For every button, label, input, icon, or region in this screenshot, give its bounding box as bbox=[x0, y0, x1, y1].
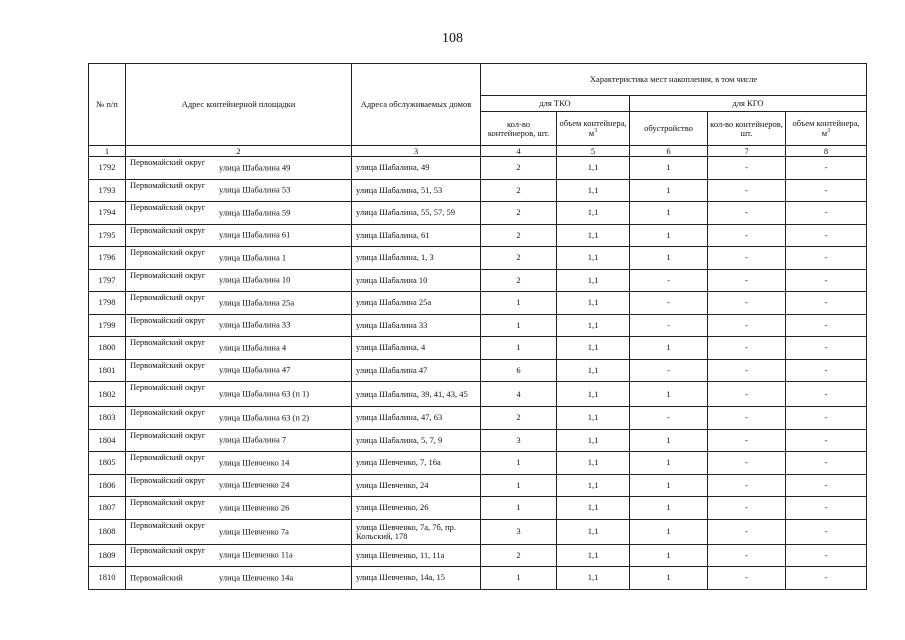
header-num: № п/п bbox=[89, 64, 126, 146]
row-number: 1803 bbox=[89, 407, 126, 430]
table-row bbox=[89, 337, 867, 360]
kgo-count: - bbox=[708, 247, 786, 270]
table-row bbox=[89, 407, 867, 430]
district-name: Первомайский округ bbox=[130, 407, 206, 417]
kgo-volume: - bbox=[786, 519, 867, 544]
kgo-count: - bbox=[708, 292, 786, 315]
street-address: улица Шабалина 33 bbox=[219, 319, 291, 330]
district-name: Первомайский округ bbox=[130, 157, 206, 167]
served-addresses: улица Шевченко, 7а, 7б, пр. Кольский, 178 bbox=[352, 519, 481, 544]
served-addresses: улица Шабалина, 5, 7, 9 bbox=[352, 429, 481, 452]
kgo-count: - bbox=[708, 202, 786, 225]
kgo-count: - bbox=[708, 337, 786, 360]
district-name: Первомайский bbox=[130, 572, 183, 583]
served-addresses: улица Шабалина 47 bbox=[352, 359, 481, 382]
kgo-count: - bbox=[708, 497, 786, 520]
table-row bbox=[89, 429, 867, 452]
district-name: Первомайский округ bbox=[130, 474, 206, 485]
served-addresses: улица Шабалина 10 bbox=[352, 269, 481, 292]
tko-count: 1 bbox=[481, 314, 557, 337]
site-address bbox=[126, 269, 352, 292]
kgo-count: - bbox=[708, 519, 786, 544]
header-kgo-count: кол-во контейнеров, шт. bbox=[708, 112, 786, 146]
site-address bbox=[126, 407, 352, 430]
site-address bbox=[126, 429, 352, 452]
kgo-volume: - bbox=[786, 224, 867, 247]
table-row bbox=[89, 452, 867, 475]
row-number: 1809 bbox=[89, 544, 126, 567]
street-address: улица Шабалина 63 (п 2) bbox=[219, 412, 310, 423]
street-address: улица Шабалина 7 bbox=[219, 434, 287, 445]
header-tko: для ТКО bbox=[481, 96, 630, 112]
row-number: 1800 bbox=[89, 337, 126, 360]
kgo-arrangement: 1 bbox=[630, 224, 708, 247]
tko-count: 1 bbox=[481, 497, 557, 520]
row-number: 1798 bbox=[89, 292, 126, 315]
served-addresses: улица Шабалина, 39, 41, 43, 45 bbox=[352, 382, 481, 407]
district-name: Первомайский округ bbox=[130, 544, 206, 555]
served-addresses: улица Шабалина 25а bbox=[352, 292, 481, 315]
tko-volume: 1,1 bbox=[557, 359, 630, 382]
kgo-arrangement: 1 bbox=[630, 337, 708, 360]
kgo-count: - bbox=[708, 179, 786, 202]
tko-count: 3 bbox=[481, 519, 557, 544]
kgo-count: - bbox=[708, 452, 786, 475]
tko-count: 1 bbox=[481, 474, 557, 497]
kgo-volume: - bbox=[786, 292, 867, 315]
site-address bbox=[126, 292, 352, 315]
served-addresses: улица Шевченко, 11, 11а bbox=[352, 544, 481, 567]
kgo-arrangement: 1 bbox=[630, 474, 708, 497]
tko-volume: 1,1 bbox=[557, 202, 630, 225]
row-number: 1802 bbox=[89, 382, 126, 407]
street-address: улица Шевченко 24 bbox=[219, 479, 290, 490]
row-number: 1810 bbox=[89, 567, 126, 590]
table-row bbox=[89, 179, 867, 202]
column-number: 3 bbox=[352, 146, 481, 157]
street-address: улица Шабалина 53 bbox=[219, 184, 291, 195]
street-address: улица Шабалина 10 bbox=[219, 274, 291, 285]
tko-volume: 1,1 bbox=[557, 474, 630, 497]
kgo-count: - bbox=[708, 314, 786, 337]
site-address bbox=[126, 202, 352, 225]
street-address: улица Шабалина 4 bbox=[219, 342, 287, 353]
street-address: улица Шабалина 61 bbox=[219, 229, 291, 240]
district-name: Первомайский округ bbox=[130, 179, 206, 190]
kgo-arrangement: 1 bbox=[630, 202, 708, 225]
kgo-count: - bbox=[708, 429, 786, 452]
header-kgo-arrangement: обустройство bbox=[630, 112, 708, 146]
kgo-volume: - bbox=[786, 247, 867, 270]
kgo-volume: - bbox=[786, 179, 867, 202]
kgo-arrangement: 1 bbox=[630, 179, 708, 202]
kgo-arrangement: 1 bbox=[630, 497, 708, 520]
district-name: Первомайский округ bbox=[130, 382, 206, 392]
row-number: 1795 bbox=[89, 224, 126, 247]
header-characteristics: Характеристика мест накопления, в том числе bbox=[481, 64, 867, 96]
site-address bbox=[126, 567, 352, 590]
served-addresses: улица Шабалина, 51, 53 bbox=[352, 179, 481, 202]
tko-volume: 1,1 bbox=[557, 382, 630, 407]
kgo-count: - bbox=[708, 407, 786, 430]
table-row bbox=[89, 157, 867, 180]
district-name: Первомайский округ bbox=[130, 519, 206, 530]
tko-count: 2 bbox=[481, 179, 557, 202]
tko-volume: 1,1 bbox=[557, 544, 630, 567]
row-number: 1794 bbox=[89, 202, 126, 225]
kgo-volume: - bbox=[786, 157, 867, 180]
table-row bbox=[89, 519, 867, 544]
tko-volume: 1,1 bbox=[557, 337, 630, 360]
kgo-volume: - bbox=[786, 337, 867, 360]
site-address bbox=[126, 224, 352, 247]
kgo-arrangement: - bbox=[630, 314, 708, 337]
kgo-volume: - bbox=[786, 359, 867, 382]
tko-count: 2 bbox=[481, 407, 557, 430]
header-tko-count: кол-во контейнеров, шт. bbox=[481, 112, 557, 146]
kgo-count: - bbox=[708, 269, 786, 292]
table-row bbox=[89, 269, 867, 292]
kgo-arrangement: 1 bbox=[630, 544, 708, 567]
column-number: 6 bbox=[630, 146, 708, 157]
table-row bbox=[89, 497, 867, 520]
kgo-count: - bbox=[708, 474, 786, 497]
row-number: 1805 bbox=[89, 452, 126, 475]
served-addresses: улица Шабалина, 1, 3 bbox=[352, 247, 481, 270]
district-name: Первомайский округ bbox=[130, 314, 206, 325]
table-row bbox=[89, 359, 867, 382]
site-address bbox=[126, 474, 352, 497]
district-name: Первомайский округ bbox=[130, 429, 206, 440]
kgo-count: - bbox=[708, 544, 786, 567]
tko-count: 2 bbox=[481, 157, 557, 180]
site-address bbox=[126, 544, 352, 567]
table-body bbox=[89, 157, 867, 590]
kgo-arrangement: 1 bbox=[630, 567, 708, 590]
row-number: 1796 bbox=[89, 247, 126, 270]
kgo-volume: - bbox=[786, 474, 867, 497]
kgo-volume: - bbox=[786, 407, 867, 430]
kgo-volume: - bbox=[786, 429, 867, 452]
header-address: Адрес контейнерной площадки bbox=[126, 64, 352, 146]
kgo-arrangement: 1 bbox=[630, 382, 708, 407]
served-addresses: улица Шабалина, 4 bbox=[352, 337, 481, 360]
kgo-volume: - bbox=[786, 497, 867, 520]
page-number: 108 bbox=[442, 31, 463, 46]
tko-volume: 1,1 bbox=[557, 224, 630, 247]
column-number-row bbox=[89, 146, 867, 157]
tko-count: 2 bbox=[481, 224, 557, 247]
site-address bbox=[126, 247, 352, 270]
tko-count: 2 bbox=[481, 202, 557, 225]
header-kgo-volume: объем контейнера, $м^3$ bbox=[786, 112, 867, 146]
district-name: Первомайский округ bbox=[130, 359, 206, 370]
served-addresses: улица Шевченко, 26 bbox=[352, 497, 481, 520]
kgo-count: - bbox=[708, 382, 786, 407]
kgo-arrangement: 1 bbox=[630, 247, 708, 270]
container-sites-table bbox=[88, 63, 867, 590]
header-tko-volume: объем контейнера, $м^3$ bbox=[557, 112, 630, 146]
row-number: 1799 bbox=[89, 314, 126, 337]
district-name: Первомайский округ bbox=[130, 224, 206, 235]
kgo-arrangement: 1 bbox=[630, 429, 708, 452]
district-name: Первомайский округ bbox=[130, 452, 206, 462]
district-name: Первомайский округ bbox=[130, 497, 206, 507]
served-addresses: улица Шевченко, 7, 16а bbox=[352, 452, 481, 475]
kgo-count: - bbox=[708, 359, 786, 382]
tko-volume: 1,1 bbox=[557, 429, 630, 452]
tko-count: 2 bbox=[481, 269, 557, 292]
street-address: улица Шабалина 63 (п 1) bbox=[219, 388, 310, 399]
kgo-count: - bbox=[708, 567, 786, 590]
tko-volume: 1,1 bbox=[557, 157, 630, 180]
tko-volume: 1,1 bbox=[557, 497, 630, 520]
kgo-arrangement: - bbox=[630, 407, 708, 430]
tko-volume: 1,1 bbox=[557, 452, 630, 475]
street-address: улица Шевченко 14 bbox=[219, 457, 290, 468]
row-number: 1797 bbox=[89, 269, 126, 292]
table-row bbox=[89, 202, 867, 225]
kgo-arrangement: 1 bbox=[630, 519, 708, 544]
tko-volume: 1,1 bbox=[557, 247, 630, 270]
street-address: улица Шевченко 7а bbox=[219, 526, 289, 537]
tko-volume: 1,1 bbox=[557, 519, 630, 544]
column-number: 4 bbox=[481, 146, 557, 157]
site-address bbox=[126, 519, 352, 544]
column-number: 2 bbox=[126, 146, 352, 157]
tko-volume: 1,1 bbox=[557, 269, 630, 292]
tko-count: 6 bbox=[481, 359, 557, 382]
kgo-volume: - bbox=[786, 544, 867, 567]
district-name: Первомайский округ bbox=[130, 269, 206, 280]
site-address bbox=[126, 497, 352, 520]
tko-volume: 1,1 bbox=[557, 179, 630, 202]
site-address bbox=[126, 452, 352, 475]
row-number: 1808 bbox=[89, 519, 126, 544]
served-addresses: улица Шабалина, 49 bbox=[352, 157, 481, 180]
row-number: 1801 bbox=[89, 359, 126, 382]
kgo-arrangement: - bbox=[630, 269, 708, 292]
street-address: улица Шабалина 1 bbox=[219, 252, 287, 263]
table-row bbox=[89, 382, 867, 407]
row-number: 1804 bbox=[89, 429, 126, 452]
kgo-volume: - bbox=[786, 314, 867, 337]
kgo-arrangement: - bbox=[630, 292, 708, 315]
kgo-arrangement: 1 bbox=[630, 157, 708, 180]
column-number: 8 bbox=[786, 146, 867, 157]
site-address bbox=[126, 359, 352, 382]
tko-count: 1 bbox=[481, 452, 557, 475]
kgo-volume: - bbox=[786, 382, 867, 407]
tko-volume: 1,1 bbox=[557, 407, 630, 430]
header-kgo: для КГО bbox=[630, 96, 867, 112]
served-addresses: улица Шабалина, 61 bbox=[352, 224, 481, 247]
site-address bbox=[126, 157, 352, 180]
street-address: улица Шабалина 49 bbox=[219, 162, 291, 173]
table-row bbox=[89, 567, 867, 590]
table-row bbox=[89, 314, 867, 337]
kgo-count: - bbox=[708, 224, 786, 247]
kgo-volume: - bbox=[786, 452, 867, 475]
served-addresses: улица Шевченко, 14а, 15 bbox=[352, 567, 481, 590]
district-name: Первомайский округ bbox=[130, 202, 206, 212]
table-row bbox=[89, 247, 867, 270]
served-addresses: улица Шевченко, 24 bbox=[352, 474, 481, 497]
table-row bbox=[89, 544, 867, 567]
header-served: Адреса обслуживаемых домов bbox=[352, 64, 481, 146]
kgo-arrangement: - bbox=[630, 359, 708, 382]
row-number: 1806 bbox=[89, 474, 126, 497]
kgo-volume: - bbox=[786, 202, 867, 225]
row-number: 1793 bbox=[89, 179, 126, 202]
street-address: улица Шевченко 11а bbox=[219, 549, 293, 560]
kgo-arrangement: 1 bbox=[630, 452, 708, 475]
row-number: 1792 bbox=[89, 157, 126, 180]
site-address bbox=[126, 382, 352, 407]
column-number: 7 bbox=[708, 146, 786, 157]
site-address bbox=[126, 179, 352, 202]
site-address bbox=[126, 337, 352, 360]
street-address: улица Шабалина 25а bbox=[219, 297, 295, 308]
row-number: 1807 bbox=[89, 497, 126, 520]
served-addresses: улица Шабалина, 55, 57, 59 bbox=[352, 202, 481, 225]
district-name: Первомайский округ bbox=[130, 292, 206, 302]
table-row bbox=[89, 224, 867, 247]
street-address: улица Шевченко 14а bbox=[219, 572, 294, 583]
district-name: Первомайский округ bbox=[130, 247, 206, 257]
tko-count: 2 bbox=[481, 544, 557, 567]
tko-count: 1 bbox=[481, 292, 557, 315]
table-row bbox=[89, 292, 867, 315]
tko-volume: 1,1 bbox=[557, 314, 630, 337]
site-address bbox=[126, 314, 352, 337]
column-number: 5 bbox=[557, 146, 630, 157]
kgo-count: - bbox=[708, 157, 786, 180]
tko-count: 3 bbox=[481, 429, 557, 452]
street-address: улица Шевченко 26 bbox=[219, 502, 290, 513]
district-name: Первомайский округ bbox=[130, 337, 206, 347]
column-number: 1 bbox=[89, 146, 126, 157]
street-address: улица Шабалина 59 bbox=[219, 207, 291, 218]
served-addresses: улица Шабалина, 47, 63 bbox=[352, 407, 481, 430]
table-row bbox=[89, 474, 867, 497]
tko-count: 1 bbox=[481, 337, 557, 360]
kgo-volume: - bbox=[786, 269, 867, 292]
street-address: улица Шабалина 47 bbox=[219, 364, 291, 375]
tko-count: 2 bbox=[481, 247, 557, 270]
tko-count: 4 bbox=[481, 382, 557, 407]
tko-volume: 1,1 bbox=[557, 567, 630, 590]
tko-count: 1 bbox=[481, 567, 557, 590]
tko-volume: 1,1 bbox=[557, 292, 630, 315]
served-addresses: улица Шабалина 33 bbox=[352, 314, 481, 337]
kgo-volume: - bbox=[786, 567, 867, 590]
